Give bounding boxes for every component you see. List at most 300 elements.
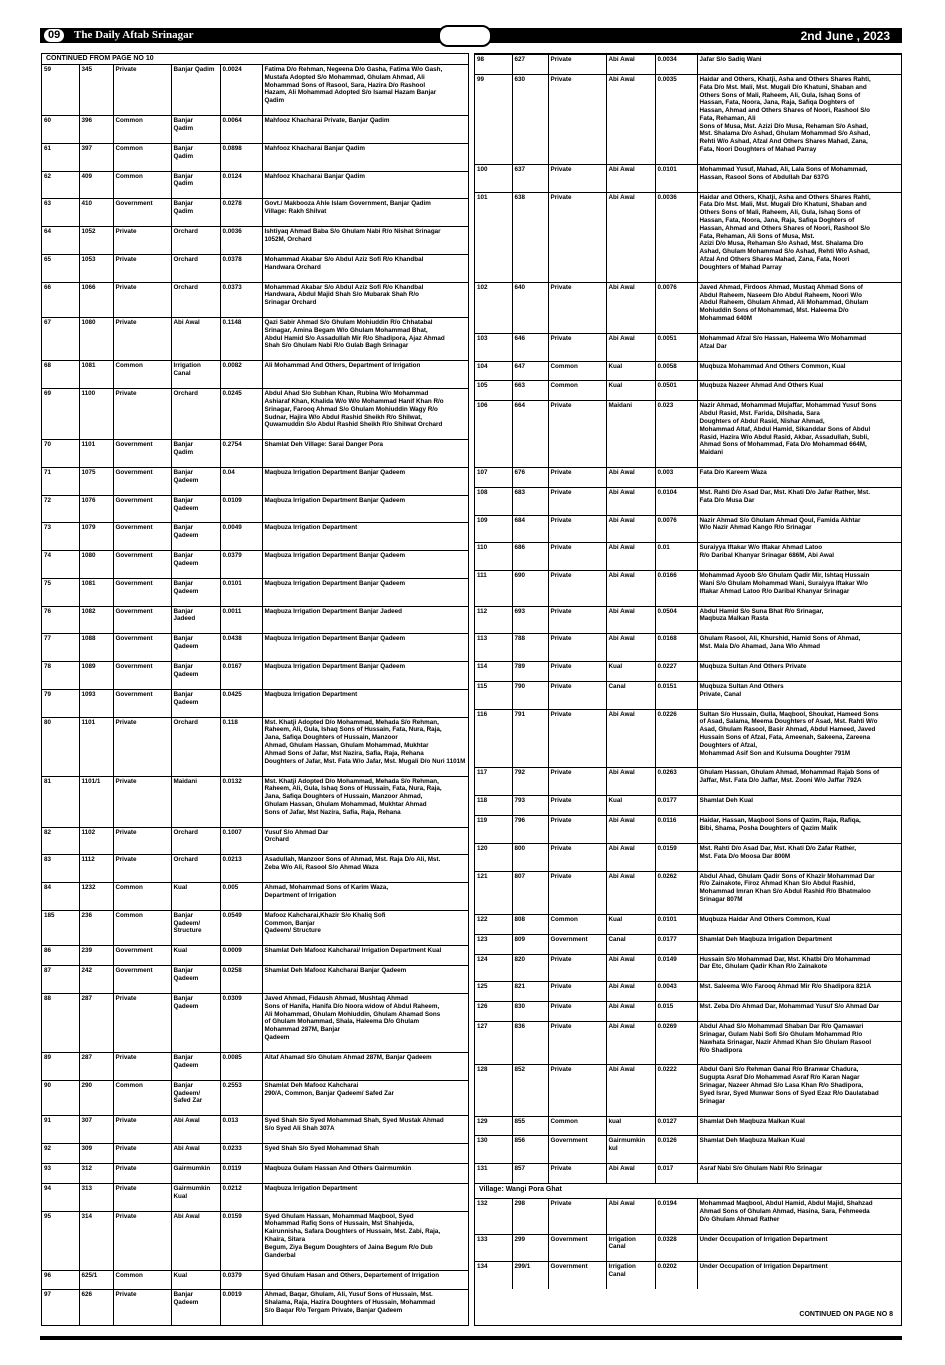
serial-number: 124 (475, 954, 512, 982)
table-row (475, 816, 901, 844)
serial-number: 65 (42, 254, 79, 282)
khasra-number: 307 (79, 1116, 113, 1144)
table-row (42, 495, 468, 523)
table-row (475, 571, 901, 607)
serial-number: 134 (475, 1262, 512, 1289)
ownership-type: Private (113, 1183, 171, 1211)
table-row (475, 487, 901, 515)
newspaper-name: The Daily Aftab Srinagar (74, 29, 194, 41)
land-type: Gairmumkin (171, 1163, 220, 1183)
serial-number: 84 (42, 883, 79, 911)
serial-number: 77 (42, 634, 79, 662)
area: 0.0328 (655, 1234, 697, 1262)
serial-number: 97 (42, 1290, 79, 1325)
khasra-number: 410 (79, 199, 113, 227)
ownership-type: Private (113, 1052, 171, 1080)
page-header (40, 28, 902, 43)
table-row (475, 401, 901, 468)
khasra-number: 239 (79, 946, 113, 966)
land-type: Abi Awal (606, 164, 655, 192)
khasra-number: 396 (79, 116, 113, 144)
table-row (475, 1136, 901, 1164)
land-type: Irrigation Canal (606, 1262, 655, 1289)
area: 0.005 (220, 883, 262, 911)
table-row (475, 796, 901, 816)
ownership-type: Government (113, 634, 171, 662)
owner-details: Maqbuza Irrigation Department Banjar Qadeem (262, 495, 468, 523)
owner-details: Maqbuza Irrigation Department Banjar Jadeed (262, 606, 468, 634)
serial-number: 78 (42, 662, 79, 690)
land-type: Banjar Qadim (171, 116, 220, 144)
land-type: Abi Awal (606, 606, 655, 634)
serial-number: 132 (475, 1199, 512, 1235)
serial-number: 82 (42, 827, 79, 855)
khasra-number: 1052 (79, 227, 113, 255)
khasra-number: 1101 (79, 717, 113, 776)
owner-details: Mahfooz Khacharai Private, Banjar Qadim (262, 116, 468, 144)
khasra-number: 792 (512, 768, 548, 796)
owner-details: Maqbuza Irrigation Department Banjar Qadeem (262, 634, 468, 662)
table-row (42, 467, 468, 495)
khasra-number: 793 (512, 796, 548, 816)
area: 0.0101 (655, 914, 697, 934)
area: 0.0379 (220, 1270, 262, 1290)
table-row (475, 1065, 901, 1116)
land-type: Banjar Jadeed (171, 606, 220, 634)
ownership-type: Private (113, 1163, 171, 1183)
table-row (42, 1080, 468, 1116)
owner-details: Shamlat Deh Maqbuza Malkan Kual (697, 1116, 901, 1136)
owner-details: Maqbuza Irrigation Department Banjar Qadeem (262, 467, 468, 495)
owner-details: Hussain S/o Mohammad Dar, Mst. Khatbi D/o Mohammad Dar Etc, Ghulam Qadir Khan R/o Zainakote (697, 954, 901, 982)
khasra-number: 1082 (79, 606, 113, 634)
ownership-type: Private (548, 192, 606, 282)
land-type: Abi Awal (606, 871, 655, 914)
owner-details: Muqbuza Sultan And Others Private (697, 661, 901, 681)
ownership-type: Private (113, 1116, 171, 1144)
ownership-type: Government (113, 440, 171, 468)
ownership-type: Private (548, 681, 606, 709)
owner-details: Jafar S/o Sadiq Wani (697, 55, 901, 75)
ownership-type: Government (548, 1136, 606, 1164)
owner-details: Yusuf S/o Ahmad Dar Orchard (262, 827, 468, 855)
table-row (42, 143, 468, 171)
area: 0.0504 (655, 606, 697, 634)
khasra-number: 690 (512, 571, 548, 607)
khasra-number: 1066 (79, 282, 113, 318)
table-row (475, 661, 901, 681)
khasra-number: 312 (79, 1163, 113, 1183)
table-row (42, 946, 468, 966)
khasra-number: 663 (512, 381, 548, 401)
ownership-type: Private (548, 634, 606, 662)
area: 0.0049 (220, 523, 262, 551)
land-type: Abi Awal (606, 55, 655, 75)
area: 0.0076 (655, 515, 697, 543)
serial-number: 121 (475, 871, 512, 914)
table-row (42, 689, 468, 717)
area: 0.0151 (655, 681, 697, 709)
khasra-number: 1080 (79, 551, 113, 579)
khasra-number: 1100 (79, 389, 113, 440)
table-row (42, 634, 468, 662)
village-heading: Village: Wangi Pora Ghat (475, 1183, 901, 1198)
table-row (42, 523, 468, 551)
area: 0.0104 (655, 487, 697, 515)
area: 0.0126 (655, 1136, 697, 1164)
area: 0.2553 (220, 1080, 262, 1116)
ownership-type: Private (548, 843, 606, 871)
land-type: Maidani (171, 776, 220, 827)
table-row (475, 843, 901, 871)
land-type: Abi Awal (171, 1143, 220, 1163)
land-type: Gairmumkin Kual (171, 1183, 220, 1211)
area: 0.0194 (655, 1199, 697, 1235)
serial-number: 114 (475, 661, 512, 681)
area: 0.0036 (220, 227, 262, 255)
serial-number: 115 (475, 681, 512, 709)
table-row (42, 994, 468, 1053)
issue-date: 2nd June , 2023 (800, 29, 890, 43)
ownership-type: Common (113, 143, 171, 171)
serial-number: 119 (475, 816, 512, 844)
serial-number: 118 (475, 796, 512, 816)
khasra-number: 1101 (79, 440, 113, 468)
table-row (42, 551, 468, 579)
table-row (42, 116, 468, 144)
area: 0.017 (655, 1164, 697, 1183)
area: 0.0213 (220, 855, 262, 883)
khasra-number: 836 (512, 1022, 548, 1065)
khasra-number: 236 (79, 910, 113, 946)
owner-details: Under Occupation of Irrigation Department (697, 1262, 901, 1289)
land-type: Orchard (171, 389, 220, 440)
owner-details: Maqbuza Irrigation Department (262, 689, 468, 717)
owner-details: Shamlat Deh Mafooz Kahcharai Banjar Qadeem (262, 966, 468, 994)
area: 0.0501 (655, 381, 697, 401)
owner-details: Javed Ahmad, Fidaush Ahmad, Mushtaq Ahmad Sons of Hanifa, Hanifa D/o Noora widow of Abdul Raheem, Ali Mohammad, Ghulam Mohiuddin, Ghulam Ahamad Sons of Ghulam Mohammad, Shala, Haleema D/o Ghulam Mohammad 287M, Banjar Qadeem (262, 994, 468, 1053)
khasra-number: 791 (512, 709, 548, 768)
serial-number: 60 (42, 116, 79, 144)
land-type: Orchard (171, 254, 220, 282)
ownership-type: Private (113, 855, 171, 883)
khasra-number: 409 (79, 171, 113, 199)
land-type: Kual (606, 914, 655, 934)
owner-details: Nazir Ahmad S/o Ghulam Ahmad Qoul, Famida Akhtar W/o Nazir Ahmad Kango R/o Srinagar (697, 515, 901, 543)
table-row (42, 65, 468, 116)
area: 0.2754 (220, 440, 262, 468)
owner-details: Asraf Nabi S/o Ghulam Nabi R/o Srinagar (697, 1164, 901, 1183)
land-type: Banjar Qadeem (171, 578, 220, 606)
serial-number: 73 (42, 523, 79, 551)
land-type: Banjar Qadeem/ Safed Zar (171, 1080, 220, 1116)
land-type: kual (606, 1116, 655, 1136)
table-row (42, 717, 468, 776)
ownership-type: Private (113, 389, 171, 440)
serial-number: 123 (475, 934, 512, 954)
table-row (42, 578, 468, 606)
land-type: Banjar Qadeem (171, 689, 220, 717)
serial-number: 70 (42, 440, 79, 468)
ownership-type: Common (113, 910, 171, 946)
table-row (475, 515, 901, 543)
land-type: Abi Awal (606, 1065, 655, 1116)
serial-number: 71 (42, 467, 79, 495)
serial-number: 104 (475, 361, 512, 381)
khasra-number: 856 (512, 1136, 548, 1164)
table-row (42, 1143, 468, 1163)
serial-number: 120 (475, 843, 512, 871)
area: 0.0258 (220, 966, 262, 994)
ownership-type: Common (548, 1116, 606, 1136)
serial-number: 64 (42, 227, 79, 255)
serial-number: 81 (42, 776, 79, 827)
table-row (42, 440, 468, 468)
serial-number: 94 (42, 1183, 79, 1211)
khasra-number: 852 (512, 1065, 548, 1116)
ownership-type: Government (113, 495, 171, 523)
land-type: Abi Awal (606, 468, 655, 488)
table-row (42, 910, 468, 946)
land-type: Abi Awal (606, 333, 655, 361)
serial-number: 79 (42, 689, 79, 717)
serial-number: 92 (42, 1143, 79, 1163)
ownership-type: Private (548, 1065, 606, 1116)
area: 0.0226 (655, 709, 697, 768)
serial-number: 113 (475, 634, 512, 662)
owner-details: Muqbuza Mohammad And Others Common, Kual (697, 361, 901, 381)
land-type: Abi Awal (606, 1164, 655, 1183)
bottom-rule (40, 1336, 902, 1340)
land-type: Banjar Qadeem (171, 994, 220, 1053)
ownership-type: Private (113, 318, 171, 361)
land-type: Orchard (171, 717, 220, 776)
right-land-record-table (475, 54, 901, 1183)
area: 0.0227 (655, 661, 697, 681)
table-row (475, 914, 901, 934)
table-row (42, 1270, 468, 1290)
ownership-type: Private (548, 709, 606, 768)
khasra-number: 1079 (79, 523, 113, 551)
serial-number: 130 (475, 1136, 512, 1164)
serial-number: 122 (475, 914, 512, 934)
khasra-number: 626 (79, 1290, 113, 1325)
serial-number: 98 (475, 55, 512, 75)
land-type: Abi Awal (606, 192, 655, 282)
owner-details: Ghulam Hassan, Ghulam Ahmad, Mohammad Rajab Sons of Jaffar, Mst. Fata D/o Jaffar, Mst. Zooni W/o Jaffar 792A (697, 768, 901, 796)
khasra-number: 638 (512, 192, 548, 282)
ownership-type: Private (548, 401, 606, 468)
area: 0.1148 (220, 318, 262, 361)
owner-details: Mst. Khatji Adopted D/o Mohammad, Mehada S/o Rehman, Raheem, Ali, Gula, Ishaq Sons of Hussain, Fata, Nura, Raja, Jana, Safiqa Doughters of Hussain, Manzoor Ahmad, Ghulam Hassan, Ghulam Mohammad, Mukhtar Ahmad Sons of Jafar, Mst Nazira, Safia, Raja, Rehana Doughters of Jafar, Mst. Fata W/o Jafar, Mst. Mugali D/o Nuri 1101M (262, 717, 468, 776)
serial-number: 67 (42, 318, 79, 361)
land-type: Abi Awal (606, 543, 655, 571)
ownership-type: Government (113, 551, 171, 579)
table-row (42, 361, 468, 389)
area: 0.0009 (220, 946, 262, 966)
land-type: Kual (606, 361, 655, 381)
owner-details: Mahfooz Khacharai Banjar Qadim (262, 171, 468, 199)
owner-details: Ali Mohammad And Others, Department of Irrigation (262, 361, 468, 389)
owner-details: Mohammad Ayoob S/o Ghulam Qadir Mir, Ishtaq Hussain Wani S/o Ghulam Mohammad Wani, Suraiyya Iftakar W/o Iftakar Ahmad Latoo R/o Daribal Khanyar Srinagar (697, 571, 901, 607)
khasra-number: 287 (79, 994, 113, 1053)
owner-details: Ahmad, Baqar, Ghulam, Ali, Yusuf Sons of Hussain, Mst. Shalama, Raja, Hazira Doughters of Hussain, Mohammad S/o Baqar R/o Tergam Private, Banjar Qadeem (262, 1290, 468, 1325)
area: 0.04 (220, 467, 262, 495)
owner-details: Shamlat Deh Maqbuza Irrigation Department (697, 934, 901, 954)
land-type: Abi Awal (606, 1022, 655, 1065)
ownership-type: Private (548, 661, 606, 681)
land-type: Abi Awal (606, 515, 655, 543)
owner-details: Sultan S/o Hussain, Gulla, Maqbool, Shoukat, Hameed Sons of Asad, Salama, Meema Doughters of Asad, Mst. Rahti W/o Asad, Ghulam Rasool, Basir Ahmad, Abdul Hameed, Javed Hussain Sons of Afzal, Fata, Ameenah, Sakeena, Zareena Doughters of Afzal, Mohammad Asif Son and Kulsuma Doughter 791M (697, 709, 901, 768)
table-row (475, 333, 901, 361)
area: 0.015 (655, 1002, 697, 1022)
table-row (42, 776, 468, 827)
khasra-number: 809 (512, 934, 548, 954)
area: 0.0166 (655, 571, 697, 607)
ownership-type: Common (548, 361, 606, 381)
ownership-type: Private (113, 227, 171, 255)
serial-number: 108 (475, 487, 512, 515)
table-row (475, 1262, 901, 1289)
serial-number: 106 (475, 401, 512, 468)
table-row (475, 55, 901, 75)
right-column-table (474, 53, 902, 1326)
area: 0.0202 (655, 1262, 697, 1289)
area: 0.0233 (220, 1143, 262, 1163)
owner-details: Javed Ahmad, Firdoos Ahmad, Mustaq Ahmad Sons of Abdul Raheem, Naseem D/o Abdul Raheem, Noori W/o Abdul Raheem, Ghulam Ahmad, Ali Mohammad, Ghulam Mohiuddin Sons of Mohammad, Mst. Haleema D/o Mohammad 640M (697, 282, 901, 333)
table-row (475, 74, 901, 164)
area: 0.1007 (220, 827, 262, 855)
ownership-type: Private (548, 816, 606, 844)
ownership-type: Common (113, 883, 171, 911)
khasra-number: 637 (512, 164, 548, 192)
khasra-number: 796 (512, 816, 548, 844)
ownership-type: Government (113, 966, 171, 994)
owner-details: Ishtiyaq Ahmad Baba S/o Ghulam Nabi R/o Nishat Srinagar 1052M, Orchard (262, 227, 468, 255)
ownership-type: Government (548, 1262, 606, 1289)
ownership-type: Private (548, 515, 606, 543)
table-row (475, 1234, 901, 1262)
area: 0.0167 (220, 662, 262, 690)
owner-details: Mst. Zeba D/o Ahmad Dar, Mohammad Yusuf S/o Ahmad Dar (697, 1002, 901, 1022)
serial-number: 126 (475, 1002, 512, 1022)
land-type: Banjar Qadim (171, 199, 220, 227)
land-type: Abi Awal (171, 1211, 220, 1270)
serial-number: 96 (42, 1270, 79, 1290)
area: 0.0212 (220, 1183, 262, 1211)
khasra-number: 830 (512, 1002, 548, 1022)
area: 0.0149 (655, 954, 697, 982)
ownership-type: Private (113, 1211, 171, 1270)
table-row (475, 381, 901, 401)
owner-details: Shamlat Deh Mafooz Kahcharai 290/A, Common, Banjar Qadeem/ Safed Zar (262, 1080, 468, 1116)
land-type: Abi Awal (171, 1116, 220, 1144)
table-row (42, 827, 468, 855)
owner-details: Govt./ Makbooza Ahle Islam Government, Banjar Qadim Village: Rakh Shilvat (262, 199, 468, 227)
land-type: Banjar Qadim (171, 171, 220, 199)
ownership-type: Government (113, 523, 171, 551)
owner-details: Mst. Rahti D/o Asad Dar, Mst. Khati D/o Zafar Rather, Mst. Fata D/o Moosa Dar 800M (697, 843, 901, 871)
ownership-type: Private (113, 1143, 171, 1163)
area: 0.0109 (220, 495, 262, 523)
area: 0.0269 (655, 1022, 697, 1065)
land-type: Abi Awal (606, 982, 655, 1002)
owner-details: Abdul Hamid S/o Suna Bhat R/o Srinagar, Maqbuza Malkan Rasta (697, 606, 901, 634)
land-type: Kual (606, 796, 655, 816)
owner-details: Nazir Ahmad, Mohammad Mujaffar, Mohammad Yusuf Sons Abdul Rasid, Mst. Farida, Dilshada, Sara Doughters of Abdul Rasid, Nishar Ahmad, Mohammad Altaf, Abdul Hamid, Sikanddar Sons of Abdul Rasid, Hazira W/o Abdul Rasid, Akbar, Assadullah, Subli, Ahmad Sons of Mohammad, Fata D/o Mohammad 664M, Maidani (697, 401, 901, 468)
area: 0.0898 (220, 143, 262, 171)
area: 0.0438 (220, 634, 262, 662)
khasra-number: 821 (512, 982, 548, 1002)
table-row (42, 966, 468, 994)
khasra-number: 820 (512, 954, 548, 982)
table-row (475, 164, 901, 192)
ownership-type: Private (548, 333, 606, 361)
owner-details: Mst. Rahti D/o Asad Dar, Mst. Khati D/o Jafar Rather, Mst. Fata D/o Musa Dar (697, 487, 901, 515)
ownership-type: Common (548, 381, 606, 401)
area: 0.0076 (655, 282, 697, 333)
serial-number: 103 (475, 333, 512, 361)
serial-number: 185 (42, 910, 79, 946)
table-row (475, 1022, 901, 1065)
ownership-type: Private (548, 487, 606, 515)
ownership-type: Private (548, 1199, 606, 1235)
serial-number: 89 (42, 1052, 79, 1080)
ownership-type: Private (548, 1164, 606, 1183)
land-type: Orchard (171, 855, 220, 883)
table-row (475, 606, 901, 634)
ownership-type: Government (113, 662, 171, 690)
table-row (475, 709, 901, 768)
area: 0.0036 (655, 192, 697, 282)
khasra-number: 630 (512, 74, 548, 164)
table-row (42, 606, 468, 634)
land-type: Orchard (171, 227, 220, 255)
area: 0.0116 (655, 816, 697, 844)
area: 0.0177 (655, 796, 697, 816)
area: 0.0019 (220, 1290, 262, 1325)
land-type: Abi Awal (606, 709, 655, 768)
owner-details: Shamlat Deh Kual (697, 796, 901, 816)
continued-from-caption: CONTINUED FROM PAGE NO 10 (46, 55, 154, 62)
owner-details: Haidar and Others, Khatji, Asha and Others Shares Rahti, Fata D/o Mst. Mali, Mst. Mugali D/o Khatuni, Shaban and Others Sons of Mali, Raheem, Ali, Gula, Ishaq Sons of Hassan, Fata, Noora, Jana, Raja, Safiqa Doghters of Hassan, Ahmad and Others Shares of Noori, Rashool S/o Fata, Rehaman, Ali Sons of Musa, Mst. Azizi D/o Musa, Rehaman S/o Ashad, Mst. Shalama D/o Ashad, Ghulam Mohammad S/o Ashad, Rehti W/o Ashad, Afzal And Others Shares Mahad, Zana, Fata, Noori Doughters of Mahad Parray (697, 74, 901, 164)
ownership-type: Government (113, 606, 171, 634)
owner-details: Haidar, Hassan, Maqbool Sons of Qazim, Raja, Rafiqa, Bibi, Shama, Posha Doughters of Qazim Malik (697, 816, 901, 844)
area: 0.118 (220, 717, 262, 776)
land-type: Banjar Qadeem (171, 1290, 220, 1325)
land-type: Banjar Qadim (171, 143, 220, 171)
serial-number: 61 (42, 143, 79, 171)
land-type: Abi Awal (606, 843, 655, 871)
area: 0.0373 (220, 282, 262, 318)
area: 0.0549 (220, 910, 262, 946)
area: 0.0262 (655, 871, 697, 914)
land-type: Kual (606, 381, 655, 401)
serial-number: 75 (42, 578, 79, 606)
ownership-type: Common (548, 914, 606, 934)
table-row (42, 662, 468, 690)
khasra-number: 625/1 (79, 1270, 113, 1290)
table-row (42, 227, 468, 255)
khasra-number: 789 (512, 661, 548, 681)
khasra-number: 683 (512, 487, 548, 515)
ownership-type: Private (113, 717, 171, 776)
owner-details: Shamlat Deh Mafooz Kahcharai/ Irrigation Department Kual (262, 946, 468, 966)
serial-number: 90 (42, 1080, 79, 1116)
owner-details: Fata D/o Kareem Waza (697, 468, 901, 488)
ownership-type: Private (548, 282, 606, 333)
table-row (42, 199, 468, 227)
